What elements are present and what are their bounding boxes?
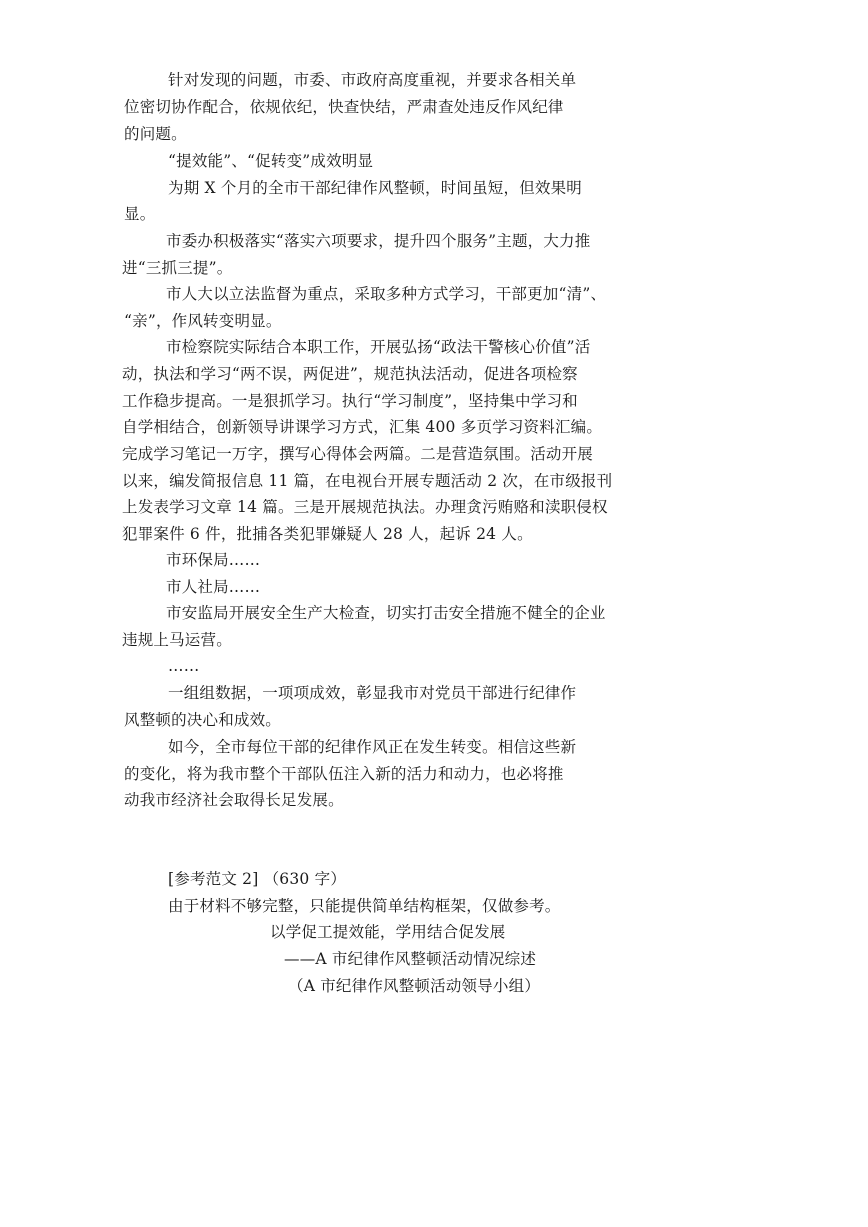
text-line: 由于材料不够完整，只能提供简单结构框架，仅做参考。	[168, 897, 561, 915]
text-line: 位密切协作配合，依规依纪，快查快结，严肃查处违反作风纪律	[124, 98, 564, 116]
article-subtitle: ——A 市纪律作风整顿活动情况综述	[284, 950, 537, 968]
text-line: 针对发现的问题，市委、市政府高度重视，并要求各相关单	[168, 71, 577, 89]
text-line: 完成学习笔记一万字，撰写心得体会两篇。二是营造氛围。活动开展	[122, 445, 594, 463]
text-line: 市环保局……	[166, 551, 261, 569]
text-line: 市检察院实际结合本职工作，开展弘扬“政法干警核心价值”活	[166, 338, 591, 356]
text-line: “亲”，作风转变明显。	[124, 312, 282, 330]
text-line: 风整顿的决心和成效。	[124, 711, 282, 729]
text-line: 以来，编发简报信息 11 篇，在电视台开展专题活动 2 次，在市级报刊	[122, 472, 613, 490]
text-line: 犯罪案件 6 件，批捕各类犯罪嫌疑人 28 人，起诉 24 人。	[122, 525, 533, 543]
text-line: 动我市经济社会取得长足发展。	[124, 791, 344, 809]
text-line: 自学相结合，创新领导讲课学习方式，汇集 400 多页学习资料汇编。	[122, 418, 603, 436]
text-line: 上发表学习文章 14 篇。三是开展规范执法。办理贪污贿赂和渎职侵权	[122, 498, 608, 516]
text-line: 的变化，将为我市整个干部队伍注入新的活力和动力，也必将推	[124, 765, 564, 783]
text-line: 一组组数据，一项项成效，彰显我市对党员干部进行纪律作	[168, 684, 577, 702]
article-author: （A 市纪律作风整顿活动领导小组）	[288, 977, 541, 995]
text-line: 工作稳步提高。一是狠抓学习。执行“学习制度”，坚持集中学习和	[122, 392, 578, 410]
text-line: 违规上马运营。	[122, 631, 232, 649]
text-line: 市安监局开展安全生产大检查，切实打击安全措施不健全的企业	[166, 604, 606, 622]
text-line: 进“三抓三提”。	[122, 259, 233, 277]
ellipsis-line: ……	[168, 657, 200, 675]
text-line: 动，执法和学习“两不误，两促进”，规范执法活动，促进各项检察	[122, 365, 578, 383]
section-heading: “提效能”、“促转变”成效明显	[168, 152, 374, 170]
text-line: 市人大以立法监督为重点，采取多种方式学习，干部更加“清”、	[166, 285, 607, 303]
text-line: 如今，全市每位干部的纪律作风正在发生转变。相信这些新	[168, 738, 577, 756]
text-line: 的问题。	[124, 125, 187, 143]
text-line: 市委办积极落实“落实六项要求，提升四个服务”主题，大力推	[166, 232, 591, 250]
text-line: 为期 X 个月的全市干部纪律作风整顿，时间虽短，但效果明	[168, 179, 582, 197]
article-title: 以学促工提效能，学用结合促发展	[270, 923, 506, 941]
text-line: 市人社局……	[166, 578, 261, 596]
reference-label: [参考范文 2] （630 字）	[168, 870, 347, 888]
text-line: 显。	[124, 205, 156, 223]
